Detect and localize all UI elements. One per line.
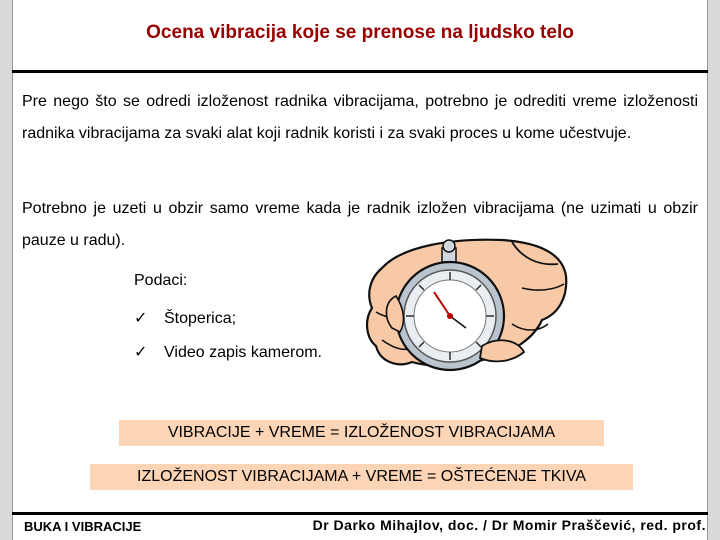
checkmark-icon: ✓ bbox=[134, 344, 148, 361]
podaci-label: Podaci: bbox=[134, 272, 188, 289]
footer-divider bbox=[12, 512, 708, 515]
list-item-text: Video zapis kamerom. bbox=[164, 344, 322, 361]
formula-box-1: VIBRACIJE + VREME = IZLOŽENOST VIBRACIJAMA bbox=[119, 420, 604, 446]
list-item bbox=[134, 342, 322, 362]
list-item-text: Štoperica; bbox=[164, 310, 237, 327]
footer-authors: Dr Darko Mihajlov, doc. / Dr Momir Praščević, red. prof. bbox=[312, 517, 706, 533]
left-border bbox=[0, 0, 13, 540]
right-border bbox=[707, 0, 720, 540]
checkmark-icon: ✓ bbox=[134, 310, 148, 327]
formula-box-2: IZLOŽENOST VIBRACIJAMA + VREME = OŠTEĆENJE TKIVA bbox=[90, 464, 633, 490]
slide-title: Ocena vibracija koje se prenose na ljudsko telo bbox=[146, 22, 574, 43]
title-divider bbox=[12, 70, 708, 73]
paragraph-1: Pre nego što se odredi izloženost radnika vibracijama, potrebno je odrediti vreme izloženosti radnika vibracijama za svaki alat koji radnik koristi i za svaki proces u kome učestvuje. bbox=[22, 93, 698, 142]
paragraph-2: Potrebno je uzeti u obzir samo vreme kada je radnik izložen vibracijama (ne uzimati u obzir pauze u radu). bbox=[22, 200, 698, 249]
footer-course: BUKA I VIBRACIJE bbox=[24, 519, 142, 534]
hand-holding-stopwatch-icon bbox=[362, 228, 568, 374]
list-item bbox=[134, 308, 236, 328]
